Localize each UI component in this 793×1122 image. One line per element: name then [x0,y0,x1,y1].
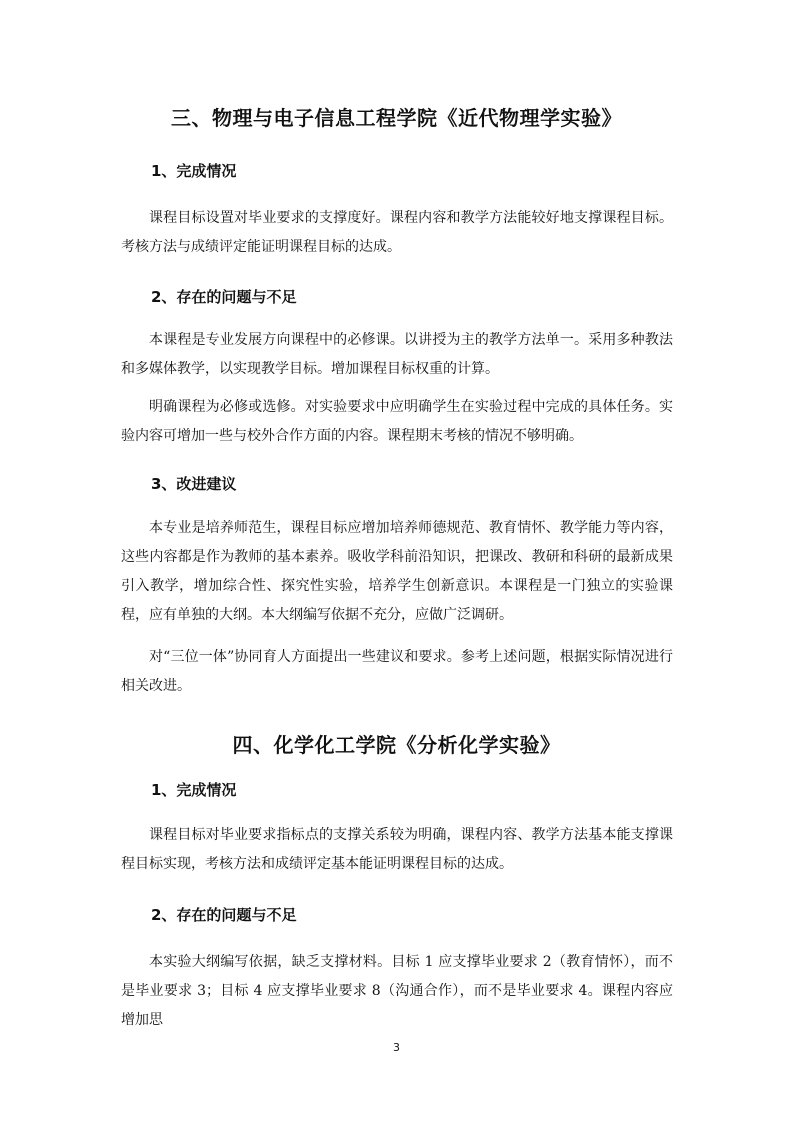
paragraph: 对“三位一体”协同育人方面提出一些建议和要求。参考上述问题，根据实际情况进行相关改进。 [121,649,673,694]
section-title: 四、化学化工学院《分析化学实验》 [232,733,561,757]
subsection-heading: 1、完成情况 [151,162,237,180]
subsection-heading: 1、完成情况 [151,781,237,799]
paragraph: 本实验大纲编写依据，缺乏支撑材料。目标 1 应支撑毕业要求 2（教育情怀），而不是毕业要求 3；目标 4 应支撑毕业要求 8（沟通合作），而不是毕业要求 4。课程内容应增加思 [121,954,673,1028]
subsection-heading: 2、存在的问题与不足 [151,288,297,306]
subsection-heading: 2、存在的问题与不足 [151,906,297,924]
page-number: 3 [393,1041,400,1054]
subsection-heading: 3、改进建议 [151,475,237,493]
paragraph: 课程目标对毕业要求指标点的支撑关系较为明确，课程内容、教学方法基本能支撑课程目标实现，考核方法和成绩评定基本能证明课程目标的达成。 [121,827,673,872]
paragraph: 本专业是培养师范生，课程目标应增加培养师德规范、教育情怀、教学能力等内容，这些内容都是作为教师的基本素养。吸收学科前沿知识，把课改、教研和科研的最新成果引入教学，增加综合性、探究性实验，培养学生创新意识。本课程是一门独立的实验课程，应有单独的大纲。本大纲编写依据不充分，应做广泛调研。 [121,520,673,623]
paragraph: 课程目标设置对毕业要求的支撑度好。课程内容和教学方法能较好地支撑课程目标。考核方法与成绩评定能证明课程目标的达成。 [121,210,673,255]
paragraph: 本课程是专业发展方向课程中的必修课。以讲授为主的教学方法单一。采用多种教法和多媒体教学，以实现教学目标。增加课程目标权重的计算。 [121,332,673,377]
section-title: 三、物理与电子信息工程学院《近代物理学实验》 [171,106,622,130]
paragraph: 明确课程为必修或选修。对实验要求中应明确学生在实验过程中完成的具体任务。实验内容可增加一些与校外合作方面的内容。课程期末考核的情况不够明确。 [121,399,673,444]
